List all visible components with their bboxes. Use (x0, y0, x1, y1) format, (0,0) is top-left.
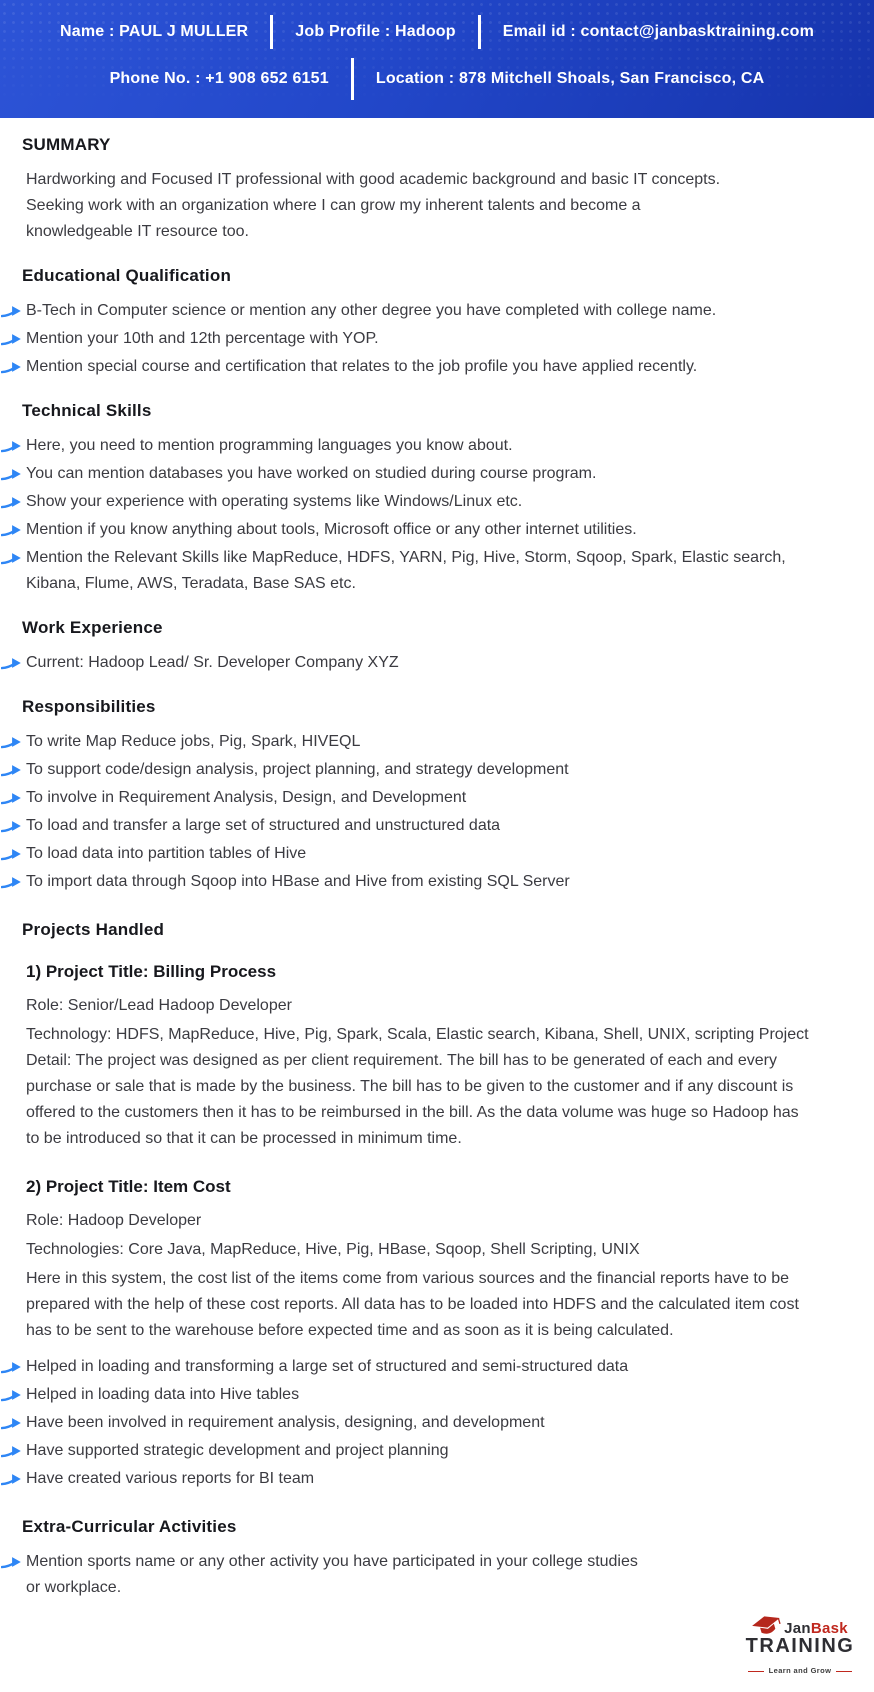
list-item-text: Mention special course and certification that relates to the job profile you have applied recently. (26, 358, 698, 375)
arrow-bullet-icon (1, 1555, 21, 1569)
project2-technologies: Technologies: Core Java, MapReduce, Hive, Pig, HBase, Sqoop, Shell Scripting, UNIX (26, 1241, 640, 1258)
list-item-text: To involve in Requirement Analysis, Design, and Development (26, 789, 467, 806)
location-field: Location : 878 Mitchell Shoals, San Francisco, CA (375, 69, 765, 87)
list-item-text: B-Tech in Computer science or mention any other degree you have completed with college name. (26, 302, 717, 319)
arrow-bullet-icon (1, 360, 21, 374)
list-item (0, 650, 806, 676)
summary-text: Hardworking and Focused IT professional with good academic background and basic IT concepts. Seeking work with an organization where I can grow my inherent talents and become a knowledgeable IT resource too. (26, 171, 721, 240)
arrow-bullet-icon (1, 847, 21, 861)
list-item (0, 461, 806, 487)
responsibilities-title: Responsibilities (22, 697, 156, 716)
arrow-bullet-icon (1, 304, 21, 318)
list-item-text: Mention your 10th and 12th percentage with YOP. (26, 330, 379, 347)
tagline-dash-left (748, 1671, 764, 1672)
education-title: Educational Qualification (22, 266, 232, 285)
list-item-text: Here, you need to mention programming languages you know about. (26, 437, 513, 454)
list-item-text: Helped in loading and transforming a large set of structured and semi-structured data (26, 1358, 629, 1375)
list-item (0, 869, 806, 895)
list-item (0, 433, 806, 459)
list-item (0, 1549, 806, 1601)
arrow-bullet-icon (1, 1472, 21, 1486)
arrow-bullet-icon (1, 656, 21, 670)
list-item (0, 517, 806, 543)
divider (270, 15, 273, 49)
header-row-1 (30, 15, 844, 49)
list-item-text: To load data into partition tables of Hive (26, 845, 307, 862)
arrow-bullet-icon (1, 1416, 21, 1430)
list-item (0, 489, 806, 515)
contact-header (0, 0, 874, 118)
list-item-text: To load and transfer a large set of structured and unstructured data (26, 817, 501, 834)
list-item (0, 1354, 806, 1380)
list-item-text: You can mention databases you have worked on studied during course program. (26, 465, 597, 482)
list-item (0, 326, 806, 352)
list-item (0, 298, 806, 324)
logo-top-row (752, 1614, 848, 1636)
list-item-text: To import data through Sqoop into HBase and Hive from existing SQL Server (26, 873, 570, 890)
arrow-bullet-icon (1, 495, 21, 509)
list-item (0, 813, 806, 839)
list-item (0, 354, 806, 380)
resume-body (0, 118, 874, 1601)
logo-training-text: TRAINING (745, 1635, 855, 1657)
list-item (0, 757, 806, 783)
logo-tagline: Learn and Grow (748, 1658, 853, 1684)
arrow-bullet-icon (1, 332, 21, 346)
arrow-bullet-icon (1, 439, 21, 453)
arrow-bullet-icon (1, 467, 21, 481)
arrow-bullet-icon (1, 551, 21, 565)
list-item-text: Have been involved in requirement analysis, designing, and development (26, 1414, 545, 1431)
janbask-training-logo (736, 1614, 864, 1684)
list-item (0, 841, 806, 867)
list-item (0, 729, 806, 755)
list-item (0, 1410, 806, 1436)
arrow-bullet-icon (1, 523, 21, 537)
list-item-text: To write Map Reduce jobs, Pig, Spark, HIVEQL (26, 733, 361, 750)
list-item-text: Mention sports name or any other activity you have participated in your college studies or workplace. (26, 1553, 638, 1596)
logo-janbask-text: JanBask (784, 1620, 848, 1637)
list-item-text: Mention the Relevant Skills like MapReduce, HDFS, YARN, Pig, Hive, Storm, Sqoop, Spark, Elastic search, Kibana, Flume, AWS, Teradata, Base SAS etc. (26, 549, 786, 592)
arrow-bullet-icon (1, 1388, 21, 1402)
name-field: Name : PAUL J MULLER (59, 22, 249, 40)
arrow-bullet-icon (1, 735, 21, 749)
summary-title: SUMMARY (22, 135, 111, 154)
project2-heading: 2) Project Title: Item Cost (26, 1177, 231, 1196)
extra-curricular-title: Extra-Curricular Activities (22, 1517, 237, 1536)
header-row-2 (30, 58, 844, 100)
arrow-bullet-icon (1, 1444, 21, 1458)
list-item (0, 785, 806, 811)
list-item (0, 1466, 806, 1492)
list-item (0, 1382, 806, 1408)
arrow-bullet-icon (1, 875, 21, 889)
list-item-text: Have created various reports for BI team (26, 1470, 315, 1487)
project1-detail: Technology: HDFS, MapReduce, Hive, Pig, Spark, Scala, Elastic search, Kibana, Shell, UNIX, scripting Project Detail: The project was designed as per client requirement. The bill has to be generated of each and every purchase or sale that is made by the business. The bill has to be given to the customer and if any discount is offered to the customers then it has to be reimbursed in the bill. As the data volume was huge so Hadoop has to be introduced so that it can be processed in minimum time. (26, 1026, 809, 1147)
project1-role: Role: Senior/Lead Hadoop Developer (26, 997, 292, 1014)
divider (478, 15, 481, 49)
job-profile-field: Job Profile : Hadoop (295, 22, 456, 40)
list-item (0, 1438, 806, 1464)
list-item-text: Mention if you know anything about tools, Microsoft office or any other internet utilities. (26, 521, 637, 538)
work-experience-title: Work Experience (22, 618, 163, 637)
arrow-bullet-icon (1, 1360, 21, 1374)
arrow-bullet-icon (1, 763, 21, 777)
divider (351, 58, 354, 100)
list-item-text: Helped in loading data into Hive tables (26, 1386, 300, 1403)
phone-field: Phone No. : +1 908 652 6151 (109, 69, 329, 87)
list-item-text: Show your experience with operating systems like Windows/Linux etc. (26, 493, 523, 510)
list-item-text: To support code/design analysis, project planning, and strategy development (26, 761, 569, 778)
arrow-bullet-icon (1, 791, 21, 805)
tagline-dash-right (836, 1671, 852, 1672)
project2-role: Role: Hadoop Developer (26, 1212, 202, 1229)
email-field: Email id : contact@janbasktraining.com (502, 22, 815, 40)
project2-achievements (0, 1354, 874, 1492)
project1-heading: 1) Project Title: Billing Process (26, 962, 277, 981)
list-item-text: Current: Hadoop Lead/ Sr. Developer Company XYZ (26, 654, 399, 671)
project2-detail: Here in this system, the cost list of the items come from various sources and the financial reports have to be prepared with the help of these cost reports. All data has to be loaded into HDFS and the calculated item cost has to be sent to the warehouse before expected time and as soon as it is being calculated. (26, 1270, 799, 1339)
arrow-bullet-icon (1, 819, 21, 833)
projects-title: Projects Handled (22, 920, 165, 939)
technical-skills-title: Technical Skills (22, 401, 152, 420)
list-item (0, 545, 806, 597)
list-item-text: Have supported strategic development and project planning (26, 1442, 449, 1459)
